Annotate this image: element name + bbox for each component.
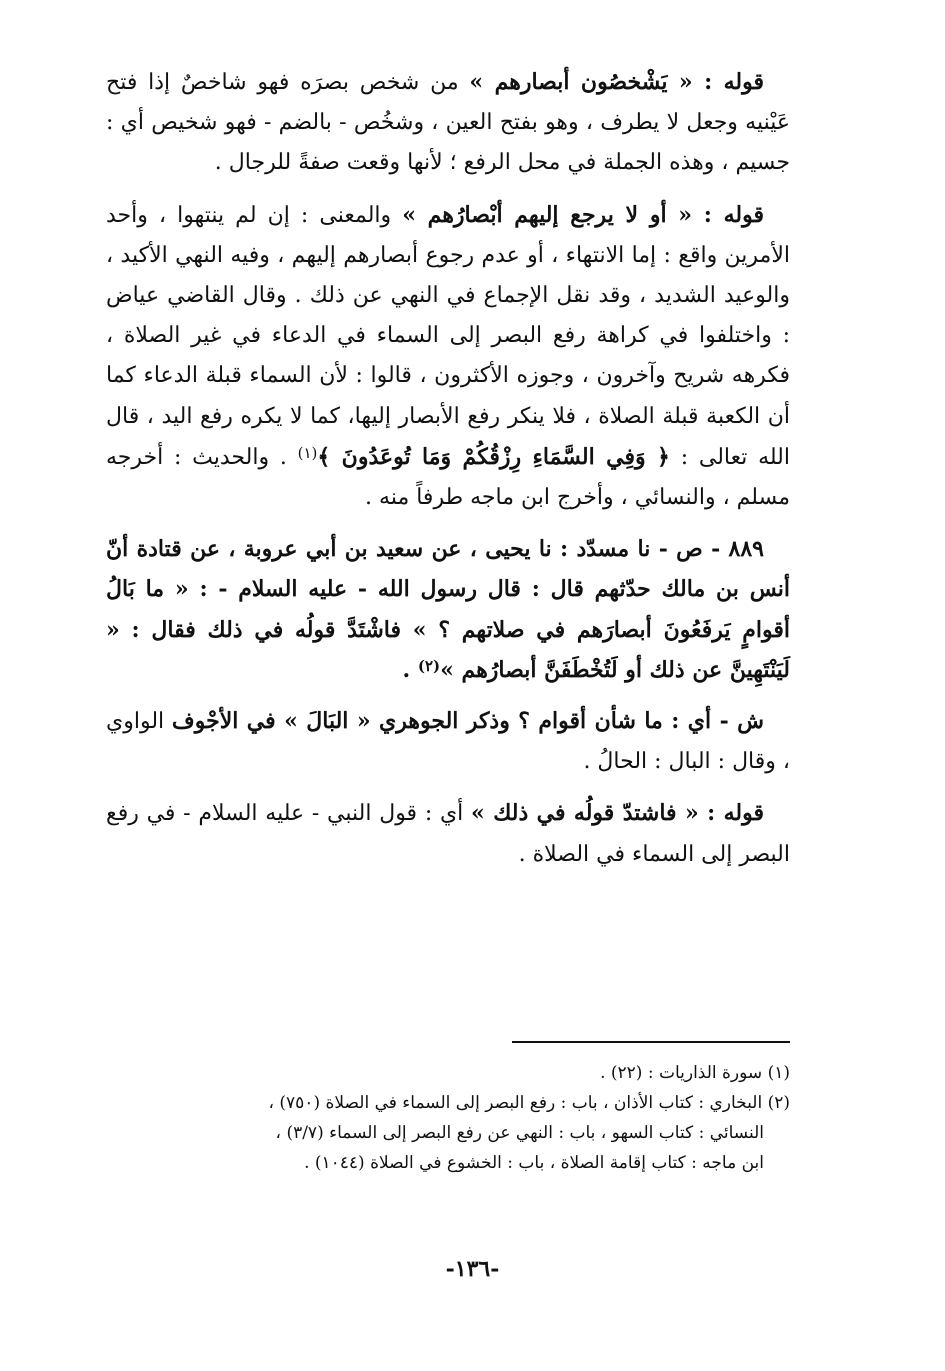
paragraph-4 bbox=[106, 701, 790, 782]
paragraph-1 bbox=[106, 62, 790, 184]
footnote-ref-1: (١) bbox=[297, 443, 318, 462]
commentary-lead: قوله : « أو لا يرجع إليهم أبْصارُهم » bbox=[402, 201, 764, 228]
paragraph-text: أي : قول النبي - عليه السلام - في رفع البصر إلى السماء في الصلاة . bbox=[106, 801, 790, 867]
paragraph-2 bbox=[106, 195, 790, 519]
footnote-divider bbox=[512, 1041, 790, 1043]
footnote-2: (٢) البخاري : كتاب الأذان ، باب : رفع البصر إلى السماء في الصلاة (٧٥٠) ، bbox=[268, 1093, 790, 1113]
footnote-2-cont: النسائي : كتاب السهو ، باب : النهي عن رفع البصر إلى السماء (٣/٧) ، bbox=[275, 1123, 764, 1143]
commentary-lead: ش - أي : ما شأن أقوام ؟ وذكر الجوهري « البَالَ » في الأجْوف bbox=[171, 708, 764, 735]
paragraph-text: الواوي ، وقال : البال : الحالُ . bbox=[106, 709, 790, 775]
hadith-end: . bbox=[402, 656, 418, 683]
hadith-text: ٨٨٩ - ص - نا مسدّد : نا يحيى ، عن سعيد بن أبي عروبة ، عن قتادة أنّ أنس بن مالك حدّثهم قال : قال رسول الله - عليه السلام - : « ما بَالُ أقوامٍ يَرفَعُونَ أبصارَهم في صلاتهم ؟ » فاشْتَدَّ قولُه في ذلك فقال : « لَيَنْتَهِينَّ عن ذلك أو لَتُخْطَفَنَّ أبصارُهم » bbox=[106, 536, 790, 683]
main-text bbox=[106, 62, 790, 886]
footnote-1: (١) سورة الذاريات : (٢٢) . bbox=[600, 1063, 790, 1083]
paragraph-text-cont: . والحديث : أخرجه مسلم ، والنسائي ، وأخرج ابن ماجه طرفاً منه . bbox=[106, 444, 790, 511]
commentary-lead: قوله : « يَشْخصُون أبصارهم » bbox=[469, 69, 764, 95]
page-number: -١٣٦- bbox=[445, 1256, 500, 1282]
paragraph-text: والمعنى : إن لم ينتهوا ، وأحد الأمرين واقع : إما الانتهاء ، أو عدم رجوع أبصارهم إليهم ، وفيه النهي الأكيد ، والوعيد الشديد ، وقد نقل الإجماع في النهي عن ذلك . وقال القاضي عياض : واختلفوا في كراهة رفع البصر إلى السماء في الدعاء في غير الصلاة ، فكرهه شريح وآخرون ، وجوزه الأكثرون ، قالوا : لأن السماء قبلة الدعاء كما أن الكعبة قبلة الصلاة ، فلا ينكر رفع الأبصار إليها، كما لا يكره رفع اليد ، قال الله تعالى : bbox=[106, 202, 790, 470]
paragraph-text: من شخص بصرَه فهو شاخصٌ إذا فتح عَيْنيه وجعل لا يطرف ، وهو بفتح العين ، وشخُص - بالضم - فهو شخيص أي : جسيم ، وهذه الجملة في محل الرفع ؛ لأنها وقعت صفةً للرجال . bbox=[106, 70, 790, 176]
footnotes bbox=[106, 1058, 790, 1178]
quran-quote: ﴿ وَفِي السَّمَاءِ رِزْقُكُمْ وَمَا تُوعَدُونَ ﴾ bbox=[317, 443, 670, 470]
paragraph-5 bbox=[106, 793, 790, 874]
footnote-2-cont: ابن ماجه : كتاب إقامة الصلاة ، باب : الخشوع في الصلاة (١٠٤٤) . bbox=[304, 1153, 764, 1173]
commentary-lead: قوله : « فاشتدّ قولُه في ذلك » bbox=[471, 800, 765, 827]
paragraph-hadith bbox=[106, 529, 790, 690]
footnote-ref-2: (٢) bbox=[417, 656, 441, 675]
